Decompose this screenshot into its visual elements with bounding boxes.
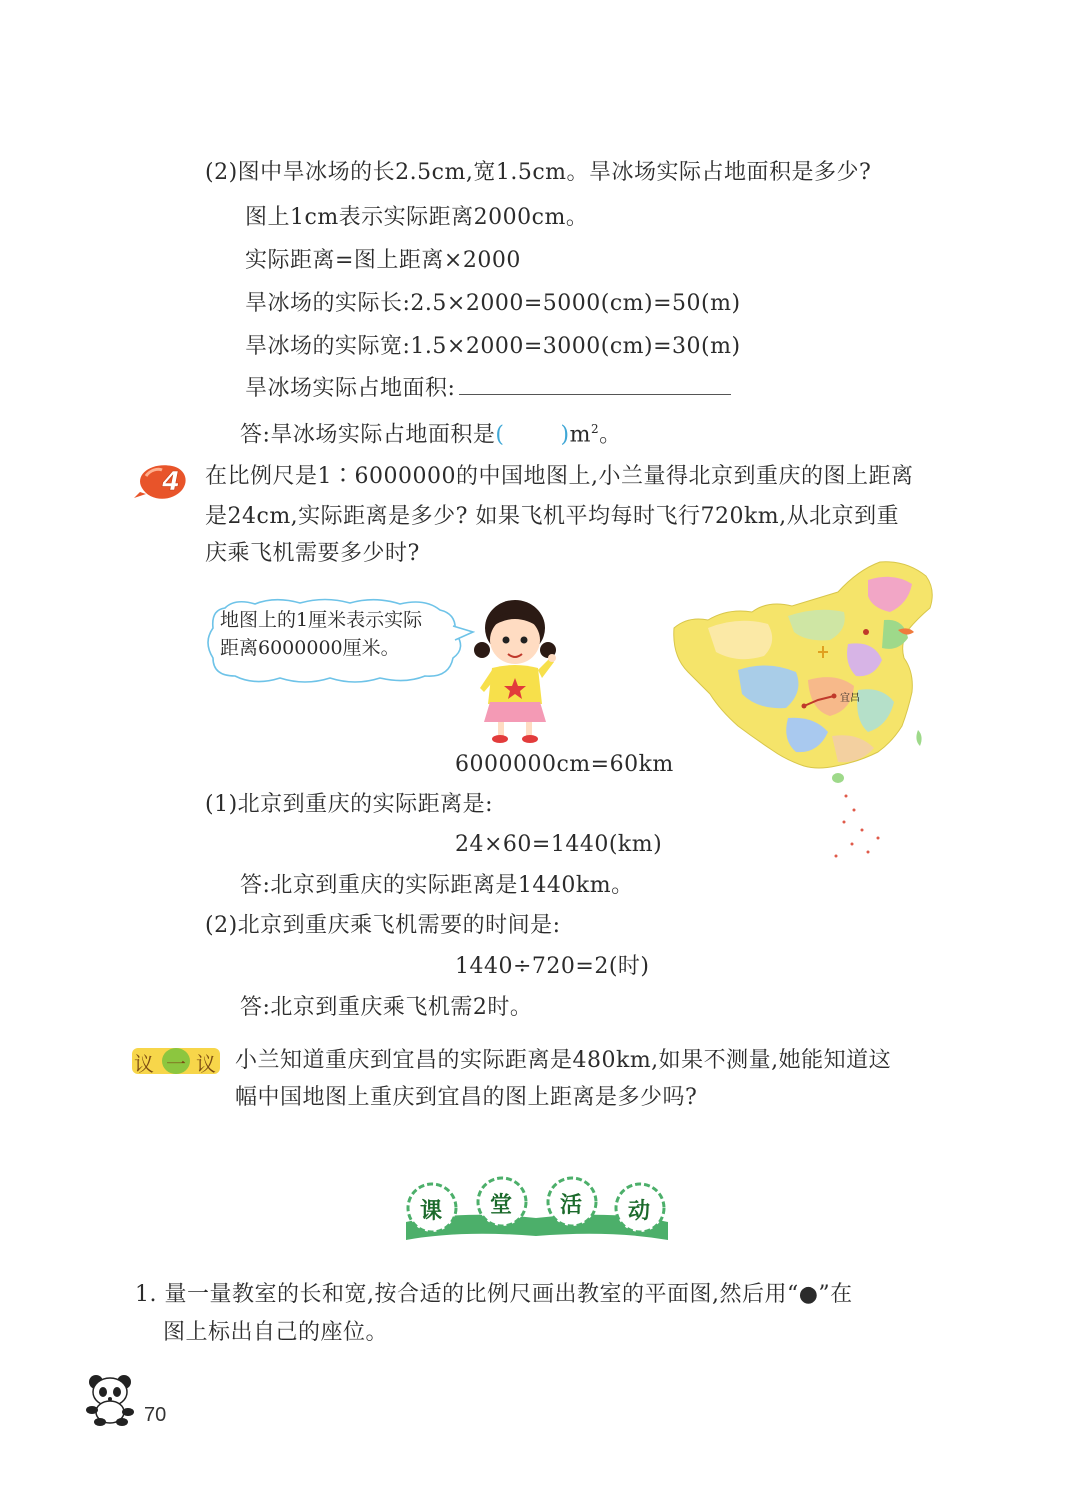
part2-answer-prefix: 答:旱冰场实际占地面积是 — [240, 422, 496, 448]
area-answer-blank[interactable] — [459, 372, 731, 395]
q1-answer: 答:北京到重庆的实际距离是1440km。 — [240, 873, 634, 898]
discuss-badge — [132, 1046, 220, 1076]
page-number: 70 — [144, 1404, 167, 1426]
example4-text-line3: 庆乘飞机需要多少时? — [205, 541, 420, 566]
example-badge-icon — [132, 458, 194, 502]
discuss-line2: 幅中国地图上重庆到宜昌的图上距离是多少吗? — [235, 1085, 698, 1110]
part2-line1: 图上1cm表示实际距离2000cm。 — [245, 205, 589, 230]
example-number: 4 — [162, 467, 181, 497]
q2-calc: 1440÷720=2(时) — [455, 954, 650, 979]
part2-area-label: 旱冰场实际占地面积: — [245, 376, 456, 401]
activity-char-4: 动 — [628, 1199, 651, 1224]
q1-calc: 24×60=1440(km) — [455, 832, 663, 857]
discuss-line1: 小兰知道重庆到宜昌的实际距离是480km,如果不测量,她能知道这 — [235, 1048, 892, 1073]
q2-line: (2)北京到重庆乘飞机需要的时间是: — [205, 913, 561, 938]
part2-line2: 实际距离=图上距离×2000 — [245, 248, 521, 273]
part2-line3: 旱冰场的实际长:2.5×2000=5000(cm)=50(m) — [245, 291, 741, 316]
part2-answer — [240, 414, 622, 450]
answer-unit-sup: 2 — [590, 422, 600, 436]
bubble-text: 地图上的1厘米表示实际距离6000000厘米。 — [220, 609, 423, 659]
discuss-char-2: 一 — [166, 1052, 186, 1076]
answer-unit: m — [569, 422, 591, 448]
activity-char-1: 课 — [420, 1199, 443, 1224]
china-map-icon — [668, 560, 940, 866]
map-city-label: 宜昌 — [840, 693, 860, 704]
girl-illustration-icon — [470, 598, 560, 746]
class-activity-banner — [400, 1170, 672, 1250]
example4-text-line1: 在比例尺是1∶6000000的中国地图上,小兰量得北京到重庆的图上距离 — [205, 464, 914, 489]
activity-char-3: 活 — [560, 1193, 583, 1218]
panda-icon — [84, 1372, 138, 1426]
conversion-line: 6000000cm=60km — [455, 752, 674, 777]
part2-question: (2)图中旱冰场的长2.5cm,宽1.5cm。旱冰场实际占地面积是多少? — [205, 160, 872, 185]
discuss-char-1: 议 — [134, 1052, 154, 1076]
activity-char-2: 堂 — [490, 1193, 513, 1218]
part2-area-line — [245, 372, 731, 404]
activity-item1-line2: 图上标出自己的座位。 — [163, 1320, 389, 1345]
part2-line4: 旱冰场的实际宽:1.5×2000=3000(cm)=30(m) — [245, 334, 741, 359]
answer-paren-close: ) — [560, 422, 570, 448]
answer-end: 。 — [599, 422, 622, 448]
example4-text-line2: 是24cm,实际距离是多少? 如果飞机平均每时飞行720km,从北京到重 — [205, 504, 900, 529]
answer-paren-open: ( — [495, 422, 505, 448]
q1-line: (1)北京到重庆的实际距离是: — [205, 792, 494, 817]
activity-item1-line1: 1. 量一量教室的长和宽,按合适的比例尺画出教室的平面图,然后用“●”在 — [135, 1282, 853, 1307]
q2-answer: 答:北京到重庆乘飞机需2时。 — [240, 995, 533, 1020]
discuss-char-3: 议 — [196, 1052, 216, 1076]
